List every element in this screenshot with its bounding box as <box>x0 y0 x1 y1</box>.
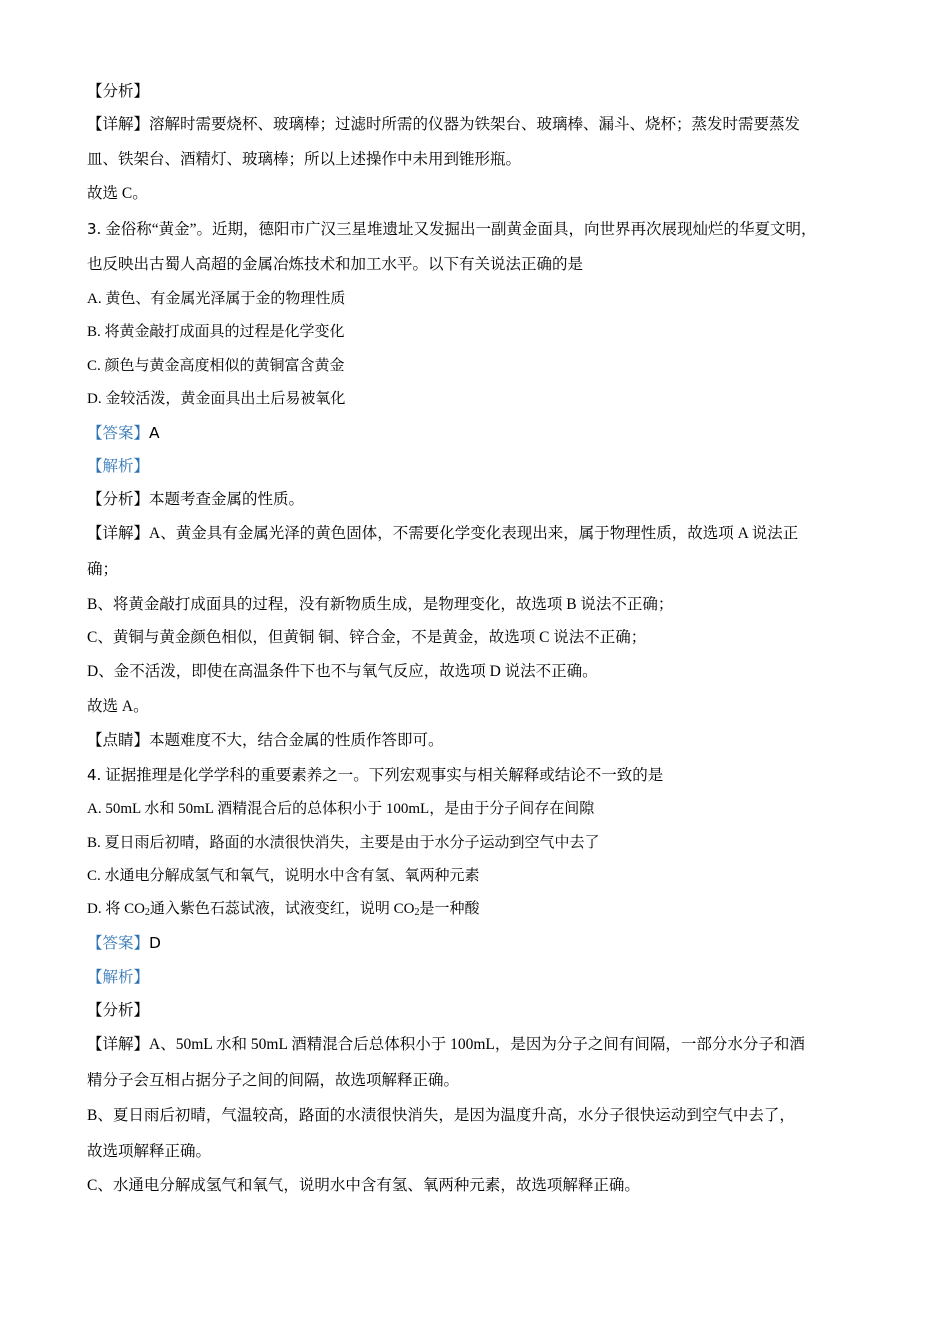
q4-analysis-label: 【分析】 <box>87 1002 150 1019</box>
q3-stem-line1 <box>87 219 877 240</box>
q3-conclusion: 故选 A。 <box>87 698 149 715</box>
q2-analysis-label: 【分析】 <box>87 83 150 100</box>
q4-detail-c: C、水通电分解成氢气和氧气，说明水中含有氢、氧两种元素，故选项解释正确。 <box>87 1177 640 1194</box>
q2-detail-line1: 【详解】溶解时需要烧杯、玻璃棒；过滤时所需的仪器为铁架台、玻璃棒、漏斗、烧杯；蒸发时需要蒸发 <box>87 116 801 133</box>
q3-analysis: 【分析】本题考查金属的性质。 <box>87 491 305 508</box>
q3-detail-d: D、金不活泼，即使在高温条件下也不与氧气反应，故选项 D 说法不正确。 <box>87 663 598 680</box>
q3-answer-label: 【答案】 <box>87 425 150 442</box>
q3-option-c: C. 颜色与黄金高度相似的黄铜富含黄金 <box>87 358 345 374</box>
q3-number: 3. <box>87 220 102 238</box>
q3-answer-value: A <box>149 424 160 442</box>
q4-detail-a-line1: 【详解】A、50mL 水和 50mL 酒精混合后总体积小于 100mL，是因为分子之间有间隔，一部分水分子和酒 <box>87 1036 805 1053</box>
q3-explain-label: 【解析】 <box>87 458 150 475</box>
q4-option-d <box>87 899 877 919</box>
q3-option-d: D. 金较活泼，黄金面具出土后易被氧化 <box>87 391 346 407</box>
q4-detail-b-line1: B、夏日雨后初晴，气温较高，路面的水渍很快消失，是因为温度升高，水分子很快运动到空气中去了， <box>87 1107 795 1124</box>
q4-detail-b-line2: 故选项解释正确。 <box>87 1143 212 1160</box>
q3-detail-a-line2: 确； <box>87 561 119 578</box>
q3-detail-b: B、将黄金敲打成面具的过程，没有新物质生成，是物理变化，故选项 B 说法不正确； <box>87 596 674 613</box>
q4-option-d-part1: D. 将 CO <box>87 901 145 917</box>
q4-option-a: A. 50mL 水和 50mL 酒精混合后的总体积小于 100mL，是由于分子间存在间隙 <box>87 801 595 817</box>
q2-conclusion: 故选 C。 <box>87 185 148 202</box>
q4-answer-label: 【答案】 <box>87 935 150 952</box>
q3-option-a: A. 黄色、有金属光泽属于金的物理性质 <box>87 291 346 307</box>
q4-number: 4. <box>87 766 102 784</box>
q4-detail-a-line2: 精分子会互相占据分子之间的间隔，故选项解释正确。 <box>87 1072 460 1089</box>
q4-answer <box>87 933 877 954</box>
q4-option-d-sub1: 2 <box>144 907 150 918</box>
q4-option-d-sub2: 2 <box>414 907 420 918</box>
q4-option-c: C. 水通电分解成氢气和氧气，说明水中含有氢、氧两种元素 <box>87 868 480 884</box>
q4-option-d-part3: 是一种酸 <box>419 901 480 917</box>
q2-detail-line2: 皿、铁架台、酒精灯、玻璃棒；所以上述操作中未用到锥形瓶。 <box>87 151 522 168</box>
q3-stem-text: 金俗称“黄金”。近期，德阳市广汉三星堆遗址又发掘出一副黄金面具，向世界再次展现灿烂的华夏文明， <box>101 221 817 238</box>
q3-comment: 【点睛】本题难度不大，结合金属的性质作答即可。 <box>87 732 444 749</box>
q4-explain-label: 【解析】 <box>87 969 150 986</box>
q3-answer <box>87 423 877 444</box>
q3-detail-a-line1: 【详解】A、黄金具有金属光泽的黄色固体，不需要化学变化表现出来，属于物理性质，故选项 A 说法正 <box>87 525 799 542</box>
q3-option-b: B. 将黄金敲打成面具的过程是化学变化 <box>87 324 345 340</box>
q4-stem <box>87 765 877 786</box>
q4-option-b: B. 夏日雨后初晴，路面的水渍很快消失，主要是由于水分子运动到空气中去了 <box>87 835 600 851</box>
q4-answer-value: D <box>149 934 161 952</box>
q4-stem-text: 证据推理是化学学科的重要素养之一。下列宏观事实与相关解释或结论不一致的是 <box>101 767 664 784</box>
q4-option-d-part2: 通入紫色石蕊试液，试液变红，说明 CO <box>149 901 415 917</box>
q3-detail-c: C、黄铜与黄金颜色相似，但黄铜 铜、锌合金，不是黄金，故选项 C 说法不正确； <box>87 629 647 646</box>
q3-stem-line2: 也反映出古蜀人高超的金属冶炼技术和加工水平。以下有关说法正确的是 <box>87 256 584 273</box>
